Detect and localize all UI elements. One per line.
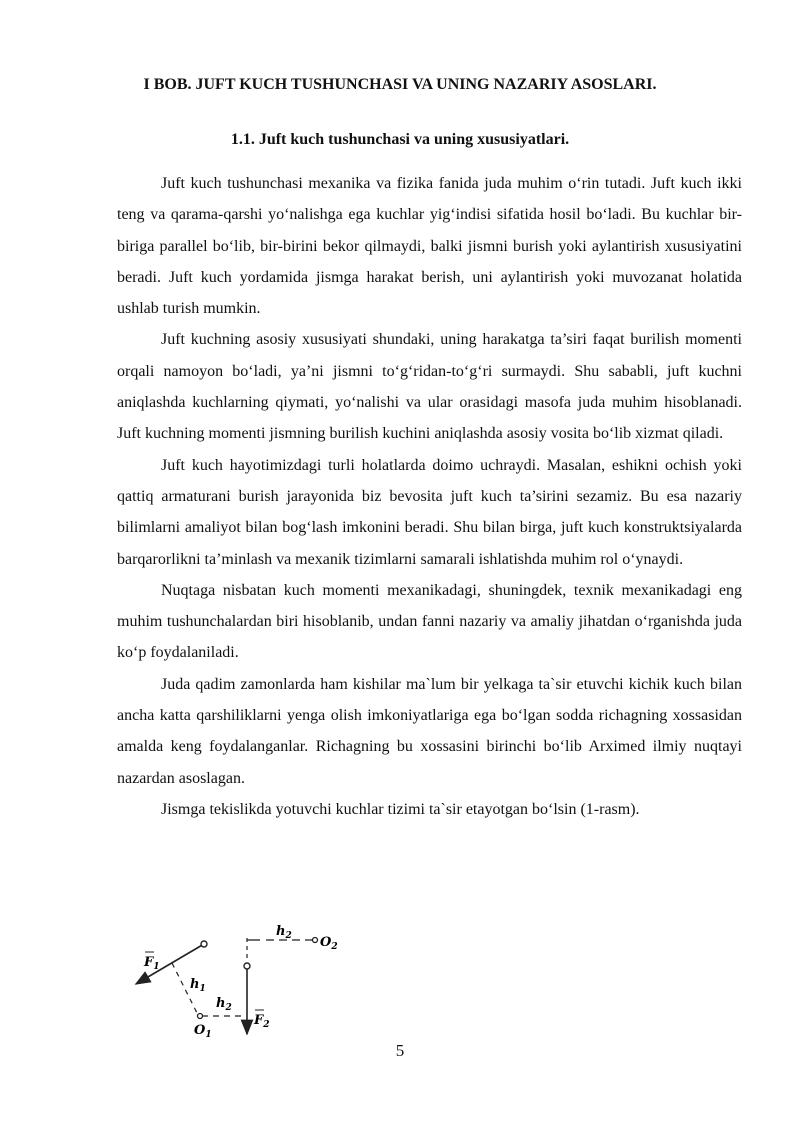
label-h1: $h_1$ [190, 977, 206, 994]
force-diagram-figure [120, 918, 380, 1038]
body-text [117, 168, 742, 825]
paragraph: Juft kuch tushunchasi mexanika va fizika fanida juda muhim oʻrin tutadi. Juft kuch ikki teng va qarama-qarshi yoʻnalishga ega kuchlar yigʻindisi sifatida hosil boʻladi. Bu kuchlar bir-biriga parallel boʻlib, bir-birini bekor qilmaydi, balki jismni burish yoki aylantirish xususiyatini beradi. Juft kuch yordamida jismga harakat berish, uni aylantirish yoki muvozanat holatida ushlab turish mumkin. [117, 175, 742, 318]
force-f1-origin [201, 941, 207, 947]
label-o2: $O_2$ [320, 935, 338, 952]
force-diagram [120, 918, 380, 1038]
label-f2: $F_2$ [254, 1013, 270, 1030]
paragraph: Juft kuch hayotimizdagi turli holatlarda doimo uchraydi. Masalan, eshikni ochish yoki qattiq armaturani burish jarayonida biz bevosita juft kuch ta’sirini sezamiz. Bu esa nazariy bilimlarni amaliyot bilan bogʻlash imkonini beradi. Shu bilan birga, juft kuch konstruktsiyalarda barqarorlikni ta’minlash va mexanik tizimlarni samarali ishlatishda muhim rol oʻynaydi. [117, 456, 742, 568]
page-number: 5 [395, 1041, 405, 1060]
chapter-title: I BOB. JUFT KUCH TUSHUNCHASI VA UNING NAZARIY ASOSLARI. [143, 76, 657, 93]
section-title: 1.1. Juft kuch tushunchasi va uning xususiyatlari. [230, 131, 570, 148]
label-h2-lower: $h_2$ [216, 996, 232, 1013]
point-o2 [313, 938, 318, 943]
point-o1 [198, 1014, 203, 1019]
paragraph: Juft kuchning asosiy xususiyati shundaki, uning harakatga ta’siri faqat burilish momenti orqali namoyon boʻladi, ya’ni jismni toʻgʻridan-toʻgʻri surmaydi. Shu sababli, juft kuchni aniqlashda kuchlarning qiymati, yoʻnalishi va ular orasidagi masofa juda muhim hisoblanadi. Juft kuchning momenti jismning burilish kuchini aniqlashda asosiy vosita boʻlib xizmat qiladi. [117, 331, 742, 443]
label-h2-upper: $h_2$ [276, 924, 292, 941]
paragraph: Juda qadim zamonlarda ham kishilar ma`lum bir yelkaga ta`sir etuvchi kichik kuch bilan ancha katta qarshiliklarni yenga olish imkoniyatlariga ega boʻlgan sodda richagning xossasidan amalda keng foydalanganlar. Richagning bu xossasini birinchi boʻlib Arximed ilmiy nuqtayi nazardan asoslagan. [117, 675, 742, 787]
paragraph: Jismga tekislikda yotuvchi kuchlar tizimi ta`sir etayotgan boʻlsin (1-rasm). [161, 800, 640, 818]
label-f1: $F_1$ [144, 955, 160, 972]
force-f2-origin [244, 963, 250, 969]
paragraph: Nuqtaga nisbatan kuch momenti mexanikadagi, shuningdek, texnik mexanikadagi eng muhim tushunchalardan biri hisoblanib, undan fanni nazariy va amaliy jihatdan oʻrganishda juda koʻp foydalaniladi. [117, 581, 742, 662]
label-o1: $O_1$ [194, 1023, 212, 1038]
